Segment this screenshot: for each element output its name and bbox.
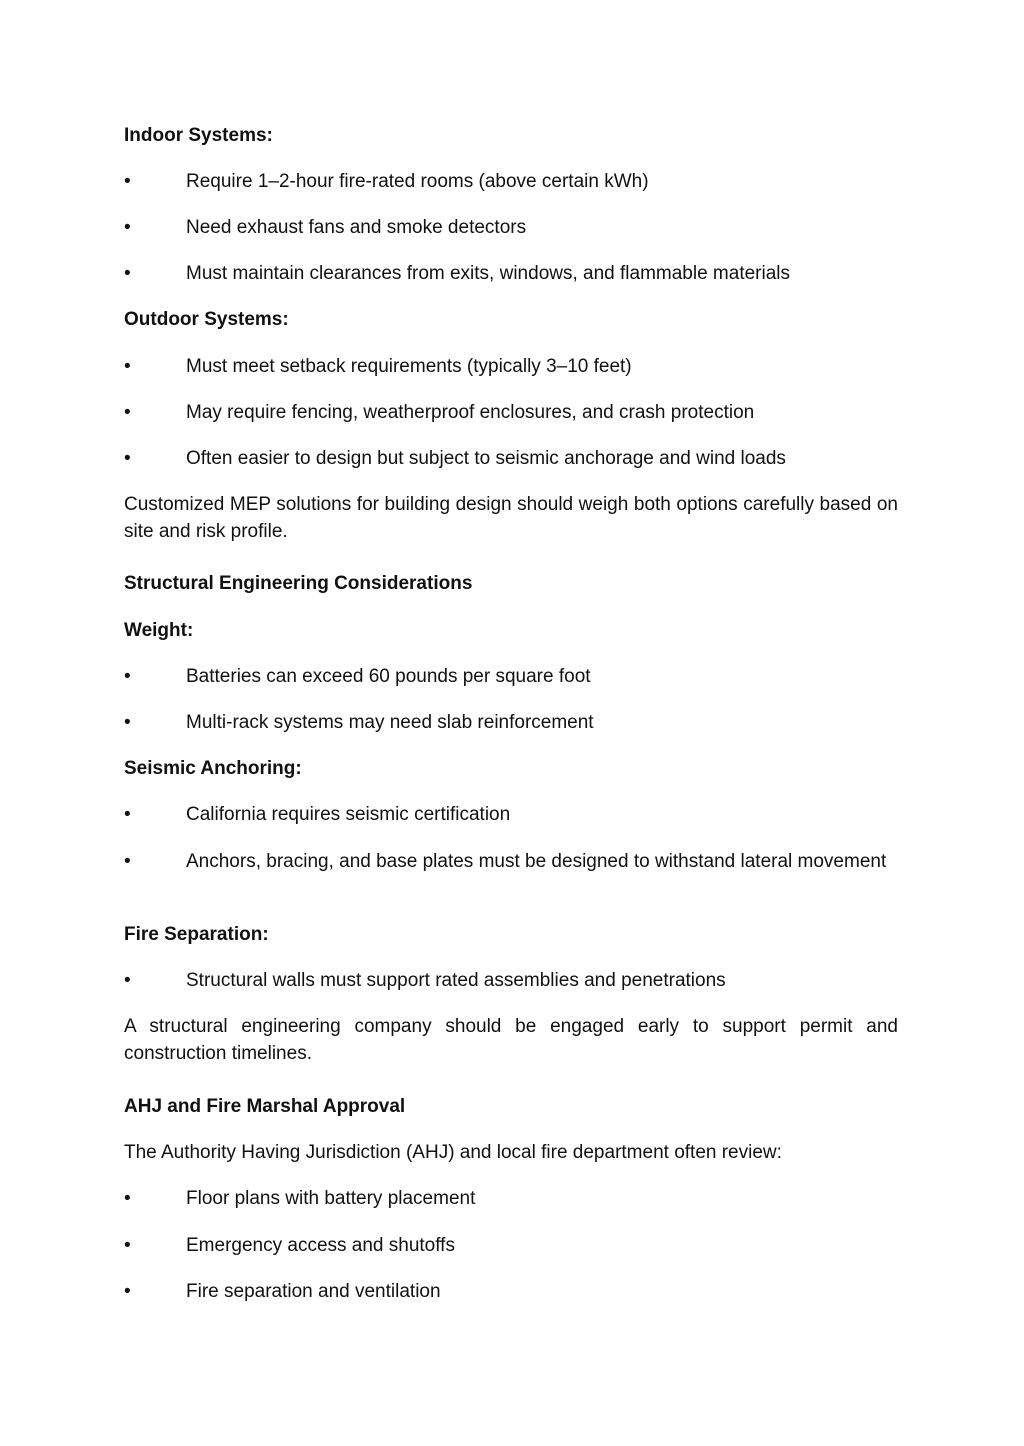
list-item-text: Structural walls must support rated assemblies and penetrations (186, 970, 726, 991)
bullet-icon: • (124, 666, 131, 687)
list-item (124, 848, 898, 875)
bullet-icon: • (124, 1188, 131, 1209)
outdoor-systems-heading: Outdoor Systems: (124, 309, 289, 330)
bullet-icon: • (124, 1235, 131, 1256)
seismic-anchoring-heading: Seismic Anchoring: (124, 758, 302, 779)
list-item-text: California requires seismic certification (186, 804, 511, 825)
structural-section-heading: Structural Engineering Considerations (124, 573, 473, 594)
bullet-icon: • (124, 970, 131, 991)
bullet-icon: • (124, 402, 131, 423)
indoor-systems-heading: Indoor Systems: (124, 125, 273, 146)
list-item-text: Anchors, bracing, and base plates must be designed to withstand lateral movement (186, 851, 887, 872)
bullet-icon: • (124, 712, 131, 733)
list-item-text: Floor plans with battery placement (186, 1188, 476, 1209)
list-item-text: Fire separation and ventilation (186, 1281, 441, 1302)
document-page (124, 0, 898, 1446)
structural-paragraph: A structural engineering company should be engaged early to support permit and construction timelines. (124, 1016, 898, 1064)
list-item-text: Emergency access and shutoffs (186, 1235, 455, 1256)
list-item-text: Multi-rack systems may need slab reinforcement (186, 712, 594, 733)
weight-heading: Weight: (124, 620, 194, 641)
list-item-text: Must meet setback requirements (typically 3–10 feet) (186, 356, 632, 377)
bullet-icon: • (124, 1281, 131, 1302)
list-item-text: Often easier to design but subject to seismic anchorage and wind loads (186, 448, 786, 469)
bullet-icon: • (124, 356, 131, 377)
list-item-text: Require 1–2-hour fire-rated rooms (above certain kWh) (186, 171, 649, 192)
ahj-section-heading: AHJ and Fire Marshal Approval (124, 1096, 406, 1117)
bullet-icon: • (124, 263, 131, 284)
mep-paragraph: Customized MEP solutions for building design should weigh both options carefully based on site and risk profile. (124, 494, 898, 542)
list-item-text: Batteries can exceed 60 pounds per square foot (186, 666, 591, 687)
ahj-intro: The Authority Having Jurisdiction (AHJ) and local fire department often review: (124, 1142, 782, 1163)
list-item-text: Need exhaust fans and smoke detectors (186, 217, 527, 238)
bullet-icon: • (124, 804, 131, 825)
list-item-text: May require fencing, weatherproof enclosures, and crash protection (186, 402, 755, 423)
bullet-icon: • (124, 448, 131, 469)
bullet-icon: • (124, 171, 131, 192)
bullet-icon: • (124, 217, 131, 238)
fire-separation-heading: Fire Separation: (124, 924, 269, 945)
list-item-text: Must maintain clearances from exits, windows, and flammable materials (186, 263, 791, 284)
bullet-icon: • (124, 851, 131, 872)
